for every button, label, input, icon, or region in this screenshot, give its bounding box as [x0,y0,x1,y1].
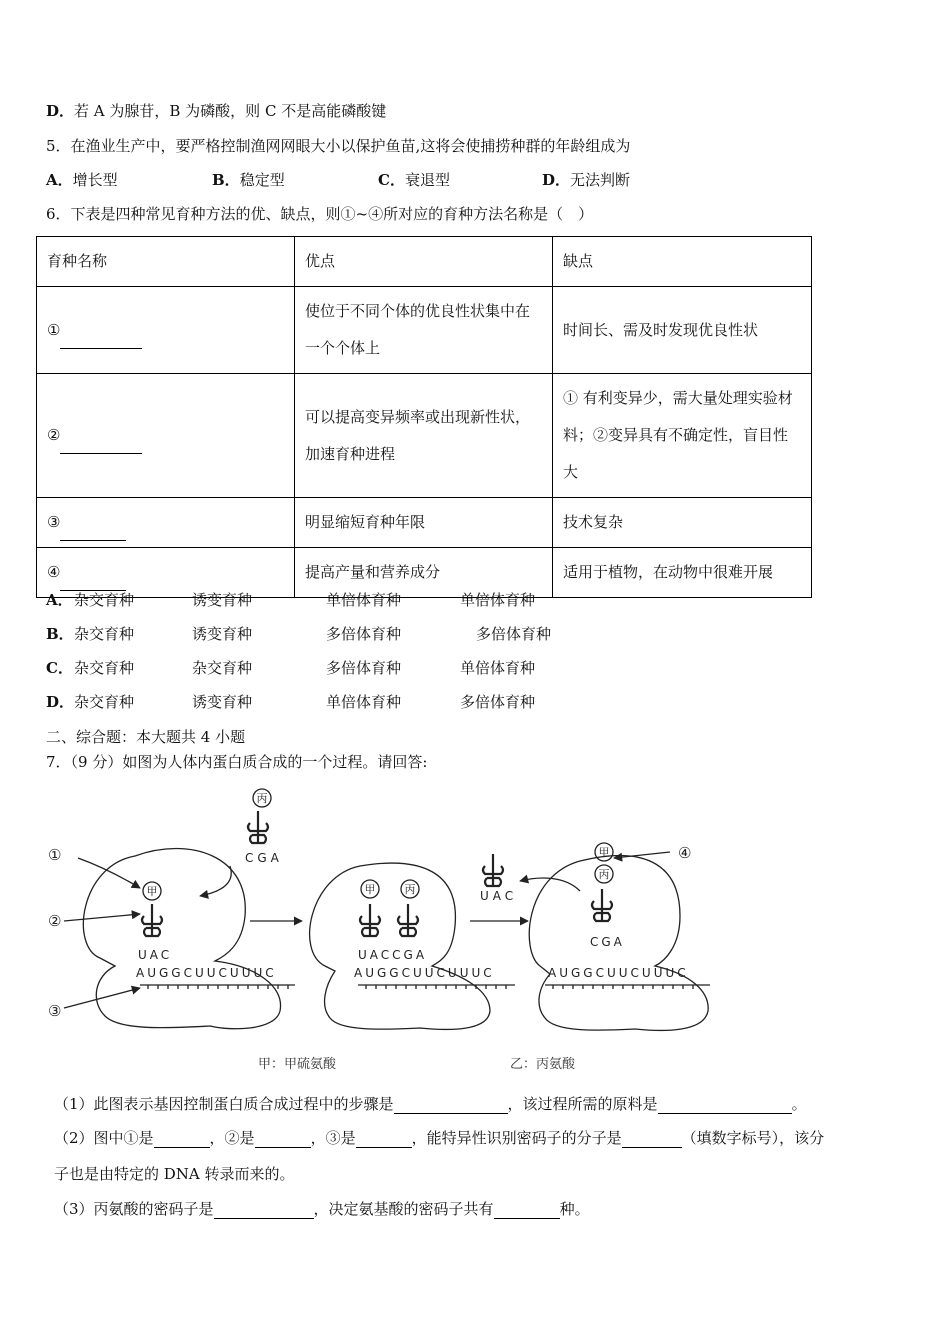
q7-sub2-cont: 子也是由特定的 DNA 转录而来的。 [54,1165,295,1183]
header-cell: 育种名称 [37,237,295,287]
answer-blank[interactable] [622,1131,682,1148]
amino-label: 甲 [364,883,376,896]
answer-blank[interactable] [60,574,126,591]
mrna-2 [358,985,515,989]
answer-blank[interactable] [60,332,142,349]
answer-blank[interactable] [255,1131,311,1148]
answer-blank[interactable] [154,1131,210,1148]
table-row [37,548,812,598]
trna-1 [142,904,162,936]
q5-option-a[interactable] [46,170,118,190]
header-cell: 缺点 [553,237,812,287]
option-item: 单倍体育种 [326,693,402,711]
table-cell: 使位于不同个体的优良性状集中在一个个体上 [295,287,553,374]
mrna-seq-1: AUGGCUUCUUUC [136,966,277,980]
mrna-seq-2: AUGGCUUCUUUC [354,966,495,980]
answer-blank[interactable] [394,1097,508,1114]
amino-label: 甲 [146,885,158,898]
ribosome-1 [83,849,280,1029]
table-header-row [37,237,812,287]
pointer-3 [64,988,140,1008]
option-item: 诱变育种 [192,591,253,609]
free-trna-bing [248,811,268,843]
free-trna-anticodon-uac: UAC [480,889,518,903]
pointer-1 [78,858,140,888]
text-part: （1）此图表示基因控制蛋白质合成过程中的步骤是 [54,1095,394,1113]
text-part: ，该过程所需的原料是 [507,1095,658,1113]
section-title: 二、综合题：本大题共 4 小题 [46,728,246,746]
free-trna-anticodon-cga: CGA [245,851,283,865]
q5-option-d[interactable] [542,170,630,190]
option-item: 杂交育种 [74,625,135,643]
amino-label: 丙 [598,868,610,881]
option-item: 杂交育种 [192,659,253,677]
answer-blank[interactable] [356,1131,412,1148]
q7-stem: 7．（9 分）如图为人体内蛋白质合成的一个过程。请回答: [46,753,428,771]
text-part: ，能特异性识别密码子的分子是 [411,1129,622,1147]
label-3: ③ [48,1002,62,1020]
table-cell: 适用于植物，在动物中很难开展 [553,548,812,598]
option-letter: D． [46,693,75,711]
text-part: （2）图中①是 [54,1129,154,1147]
answer-blank[interactable] [494,1202,560,1219]
legend-jia: 甲：甲硫氨酸 [258,1057,337,1072]
anticodon-1: UAC [138,948,173,962]
mrna-1 [140,985,295,989]
trna-3 [592,889,612,921]
q5-option-b[interactable] [212,170,285,190]
table-cell: ① 有利变异少，需大量处理实验材料；②变异具有不确定性，盲目性大 [553,374,812,498]
text-part: 。 [791,1095,807,1113]
pointer-2 [64,914,140,921]
text-part: 种。 [559,1200,590,1218]
option-text: 无法判断 [570,171,631,189]
label-1: ① [48,846,62,864]
option-text: 若 A 为腺苷，B 为磷酸，则 C 不是高能磷酸键 [74,102,387,120]
text-part: ，决定氨基酸的密码子共有 [313,1200,494,1218]
option-item: 多倍体育种 [460,693,536,711]
row-mark: ② [47,426,61,444]
table-cell: 提高产量和营养成分 [295,548,553,598]
option-letter: C． [378,171,405,189]
label-4: ④ [678,844,692,862]
option-item: 杂交育种 [74,693,135,711]
option-item: 诱变育种 [192,693,253,711]
option-letter: A． [46,591,73,609]
option-letter: D． [542,171,571,189]
option-text: 增长型 [72,171,118,189]
table-cell: 时间长、需及时发现优良性状 [553,287,812,374]
trna-2b [398,904,418,936]
legend-yi: 乙：丙氨酸 [510,1057,576,1072]
option-item: 单倍体育种 [460,659,536,677]
amino-label: 丙 [404,883,416,896]
option-item: 杂交育种 [74,591,135,609]
header-cell: 优点 [295,237,553,287]
q4-option-d[interactable] [46,101,386,121]
q7-sub3 [54,1199,590,1219]
answer-blank[interactable] [60,437,142,454]
answer-blank[interactable] [214,1202,314,1219]
text-part: ，③是 [310,1129,356,1147]
answer-blank[interactable] [658,1097,792,1114]
translation-diagram [40,776,710,1076]
table-cell: 技术复杂 [553,498,812,548]
q7-sub2 [54,1128,824,1148]
q5-stem: 5．在渔业生产中，要严格控制渔网网眼大小以保护鱼苗,这将会使捕捞种群的年龄组成为 [46,137,631,155]
text-part: （3）丙氨酸的密码子是 [54,1200,214,1218]
mrna-3 [545,985,710,989]
option-item: 多倍体育种 [476,625,552,643]
table-cell: 可以提高变异频率或出现新性状，加速育种进程 [295,374,553,498]
option-text: 稳定型 [239,171,285,189]
table-cell: 明显缩短育种年限 [295,498,553,548]
table-row [37,498,812,548]
row-mark: ① [47,320,61,339]
option-item: 杂交育种 [74,659,135,677]
option-letter: B． [212,171,240,189]
option-letter: C． [46,659,73,677]
table-row [37,287,812,374]
table-cell [37,374,295,498]
amino-label: 丙 [256,792,268,805]
amino-label: 甲 [598,846,610,859]
text-part: ，②是 [209,1129,255,1147]
trna-2a [360,904,380,936]
option-text: 衰退型 [404,171,450,189]
table-row [37,374,812,498]
answer-blank[interactable] [60,524,126,541]
q5-option-c[interactable] [378,170,450,190]
mrna-seq-3: AUGGCUUCUUUC [548,966,689,980]
option-letter: D． [46,102,75,120]
text-part: （填数字标号），该分 [681,1129,825,1147]
free-trna-uac [483,854,503,886]
entry-arrow [200,866,231,896]
option-item: 诱变育种 [192,625,253,643]
option-item: 多倍体育种 [326,659,402,677]
option-letter: A． [46,171,73,189]
q6-stem: 6．下表是四种常见育种方法的优、缺点，则①~④所对应的育种方法名称是（ ） [46,205,594,223]
row-mark: ③ [47,513,61,531]
option-item: 多倍体育种 [326,625,402,643]
q7-sub1 [54,1094,807,1114]
breeding-table [36,236,812,598]
anticodon-3: CGA [590,935,625,949]
option-item: 单倍体育种 [326,591,402,609]
table-cell [37,287,295,374]
anticodon-2: UACCGA [358,948,428,962]
ribosome-2 [310,863,490,1029]
option-item: 单倍体育种 [460,591,536,609]
option-letter: B． [46,625,74,643]
row-mark: ④ [47,563,61,581]
label-2: ② [48,912,62,930]
table-cell [37,498,295,548]
